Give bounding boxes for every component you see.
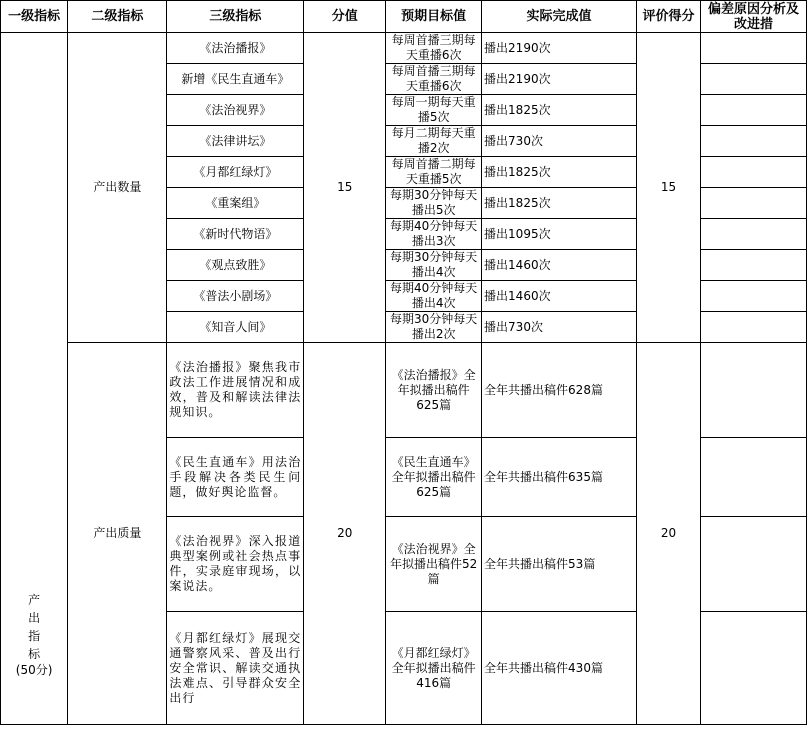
- quantity-name: 《观点致胜》: [167, 250, 304, 281]
- quantity-actual: 播出1460次: [482, 250, 637, 281]
- quality-target: 《法治播报》全年拟播出稿件625篇: [386, 343, 482, 438]
- quality-actual: 全年共播出稿件53篇: [482, 517, 637, 612]
- quantity-score: 15: [637, 33, 701, 343]
- deviation-cell: [700, 250, 806, 281]
- level1-score: (50分): [15, 663, 53, 677]
- quality-level2: 产出质量: [68, 343, 167, 725]
- quantity-name: 新增《民生直通车》: [167, 64, 304, 95]
- deviation-cell: [700, 126, 806, 157]
- deviation-cell: [700, 612, 806, 725]
- quantity-target: 每周首播三期每天重播6次: [386, 33, 482, 64]
- quantity-name: 《法治播报》: [167, 33, 304, 64]
- header-actual: 实际完成值: [482, 1, 637, 33]
- quantity-actual: 播出1460次: [482, 281, 637, 312]
- deviation-cell: [700, 312, 806, 343]
- table-row: [1, 33, 807, 64]
- quality-name: 《月都红绿灯》展现交通警察风采、普及出行安全常识、解读交通执法难点、引导群众安全出行: [167, 612, 304, 725]
- level1-indicator-cell: [1, 33, 68, 725]
- quantity-target: 每期30分钟每天播出2次: [386, 312, 482, 343]
- deviation-cell: [700, 188, 806, 219]
- header-deviation: 偏差原因分析及改进措: [700, 1, 806, 33]
- quantity-target: 每期40分钟每天播出3次: [386, 219, 482, 250]
- deviation-cell: [700, 95, 806, 126]
- deviation-cell: [700, 157, 806, 188]
- header-level3: 三级指标: [167, 1, 304, 33]
- quantity-level2: 产出数量: [68, 33, 167, 343]
- quality-actual: 全年共播出稿件635篇: [482, 438, 637, 517]
- quality-weight: 20: [304, 343, 386, 725]
- header-target: 预期目标值: [386, 1, 482, 33]
- quality-name: 《法治播报》聚焦我市政法工作进展情况和成效，普及和解读法律法规知识。: [167, 343, 304, 438]
- quantity-name: 《普法小剧场》: [167, 281, 304, 312]
- quantity-name: 《重案组》: [167, 188, 304, 219]
- deviation-cell: [700, 281, 806, 312]
- quantity-target: 每期30分钟每天播出4次: [386, 250, 482, 281]
- deviation-cell: [700, 219, 806, 250]
- quality-actual: 全年共播出稿件430篇: [482, 612, 637, 725]
- quantity-target: 每周首播三期每天重播6次: [386, 64, 482, 95]
- deviation-cell: [700, 33, 806, 64]
- quantity-name: 《法律讲坛》: [167, 126, 304, 157]
- quality-score: 20: [637, 343, 701, 725]
- header-weight: 分值: [304, 1, 386, 33]
- quantity-actual: 播出2190次: [482, 33, 637, 64]
- quantity-actual: 播出2190次: [482, 64, 637, 95]
- header-row: [1, 1, 807, 33]
- table-row: [1, 343, 807, 438]
- quantity-name: 《法治视界》: [167, 95, 304, 126]
- header-level2: 二级指标: [68, 1, 167, 33]
- quantity-actual: 播出1825次: [482, 157, 637, 188]
- quantity-actual: 播出730次: [482, 126, 637, 157]
- deviation-cell: [700, 64, 806, 95]
- quantity-target: 每月二期每天重播2次: [386, 126, 482, 157]
- quantity-actual: 播出1825次: [482, 188, 637, 219]
- quality-actual: 全年共播出稿件628篇: [482, 343, 637, 438]
- quality-target: 《法治视界》全年拟播出稿件52篇: [386, 517, 482, 612]
- quantity-target: 每周首播二期每天重播5次: [386, 157, 482, 188]
- quantity-target: 每期40分钟每天播出4次: [386, 281, 482, 312]
- quantity-name: 《知音人间》: [167, 312, 304, 343]
- quantity-target: 每期30分钟每天播出5次: [386, 188, 482, 219]
- quantity-actual: 播出1825次: [482, 95, 637, 126]
- quality-target: 《民生直通车》全年拟播出稿件625篇: [386, 438, 482, 517]
- quantity-weight: 15: [304, 33, 386, 343]
- deviation-cell: [700, 343, 806, 438]
- quantity-target: 每周一期每天重播5次: [386, 95, 482, 126]
- deviation-cell: [700, 517, 806, 612]
- quantity-actual: 播出730次: [482, 312, 637, 343]
- quantity-name: 《新时代物语》: [167, 219, 304, 250]
- quantity-actual: 播出1095次: [482, 219, 637, 250]
- quality-target: 《月都红绿灯》全年拟播出稿件416篇: [386, 612, 482, 725]
- quantity-name: 《月都红绿灯》: [167, 157, 304, 188]
- header-score: 评价得分: [637, 1, 701, 33]
- header-level1: 一级指标: [1, 1, 68, 33]
- level1-label: 产出指标: [28, 593, 41, 661]
- quality-name: 《法治视界》深入报道典型案例或社会热点事件，实录庭审现场，以案说法。: [167, 517, 304, 612]
- deviation-cell: [700, 438, 806, 517]
- quality-name: 《民生直通车》用法治手段解决各类民生问题，做好舆论监督。: [167, 438, 304, 517]
